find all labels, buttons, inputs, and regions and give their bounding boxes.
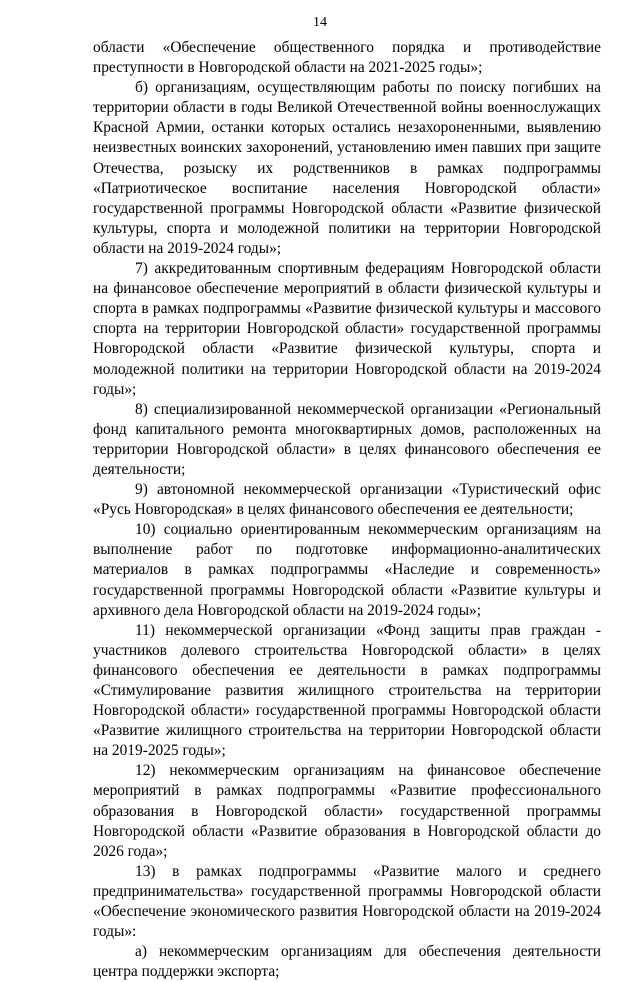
paragraph-item-11: 11) некоммерческой организации «Фонд защиты прав граждан - участников долевого строительства Новгородской области» в целях финансового обеспечения ее деятельности в рамках подпрограммы «Стимулирование развития жилищного строительства на территории Новгородской области» государственной программы Новгородской области «Развитие жилищного строительства на территории Новгородской области на 2019-2025 годы»; [93, 621, 601, 760]
paragraph-item-13: 13) в рамках подпрограммы «Развитие малого и среднего предпринимательства» государственной программы Новгородской области «Обеспечение экономического развития Новгородской области на 2019-2024 годы»: [93, 862, 601, 941]
paragraph-item-b: б) организациям, осуществляющим работы по поиску погибших на территории области в годы Великой Отечественной войны военнослужащих Красной Армии, останки которых остались незахороненными, выявлению неизвестных воинских захоронений, установлению имен павших при защите Отечества, розыску их родственников в рамках подпрограммы «Патриотическое воспитание населения Новгородской области» государственной программы Новгородской области «Развитие физической культуры, спорта и молодежной политики на территории Новгородской области на 2019-2024 годы»; [93, 79, 601, 257]
document-body [93, 38, 601, 982]
paragraph-item-12: 12) некоммерческим организациям на финансовое обеспечение мероприятий в рамках подпрограммы «Развитие профессионального образования в Новгородской области» государственной программы Новгородской области «Развитие образования в Новгородской области до 2026 года»; [93, 762, 601, 860]
paragraph-item-9: 9) автономной некоммерческой организации «Туристический офис «Русь Новгородская» в целях финансового обеспечения ее деятельности; [93, 481, 601, 519]
paragraph-item-8: 8) специализированной некоммерческой организации «Региональный фонд капитального ремонта многоквартирных домов, расположенных на территории Новгородской области» в целях финансового обеспечения ее деятельности; [93, 400, 601, 478]
page-number: 14 [313, 15, 327, 30]
paragraph-item-10: 10) социально ориентированным некоммерческим организациям на выполнение работ по подготовке информационно-аналитических материалов в рамках подпрограммы «Наследие и современность» государственной программы Новгородской области «Развитие культуры и архивного дела Новгородской области на 2019-2024 годы»; [93, 521, 601, 619]
paragraph-item-7: 7) аккредитованным спортивным федерациям Новгородской области на финансовое обеспечение мероприятий в области физической культуры и спорта в рамках подпрограммы «Развитие физической культуры и массового спорта на территории Новгородской области» государственной программы Новгородской области «Развитие физической культуры, спорта и молодежной политики на территории Новгородской области на 2019-2024 годы»; [93, 260, 601, 398]
paragraph-item-13a: а) некоммерческим организациям для обеспечения деятельности центра поддержки экспорта; [93, 943, 601, 981]
paragraph-continuation: области «Обеспечение общественного порядка и противодействие преступности в Новгородской области на 2021-2025 годы»; [93, 39, 601, 77]
